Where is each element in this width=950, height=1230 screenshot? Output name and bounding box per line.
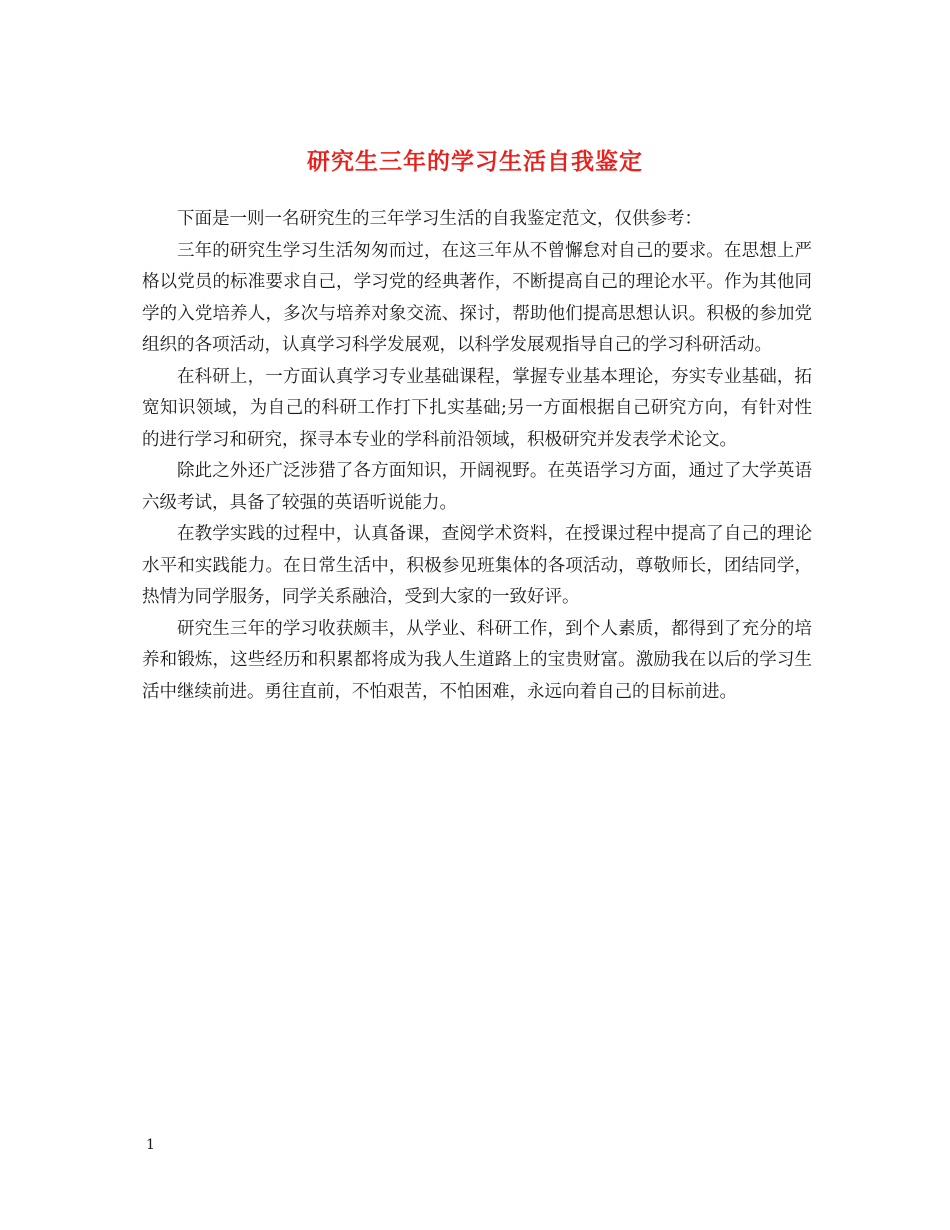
- page-number: 1: [146, 1137, 155, 1153]
- paragraph-summary: 研究生三年的学习收获颇丰，从学业、科研工作，到个人素质，都得到了充分的培养和锻炼，这些经历和积累都将成为我人生道路上的宝贵财富。激励我在以后的学习生活中继续前进。勇往直前，不怕艰苦，不怕困难，永远向着自己的目标前进。: [142, 618, 812, 702]
- document-body: [142, 204, 812, 708]
- paragraph-research: 在科研上，一方面认真学习专业基础课程，掌握专业基本理论，夯实专业基础，拓宽知识领域，为自己的科研工作打下扎实基础;另一方面根据自己研究方向，有针对性的进行学习和研究，探寻本专业的学科前沿领域，积极研究并发表学术论文。: [142, 366, 812, 450]
- paragraph-political: 三年的研究生学习生活匆匆而过，在这三年从不曾懈怠对自己的要求。在思想上严格以党员的标准要求自己，学习党的经典著作，不断提高自己的理论水平。作为其他同学的入党培养人，多次与培养对象交流、探讨，帮助他们提高思想认识。积极的参加党组织的各项活动，认真学习科学发展观，以科学发展观指导自己的学习科研活动。: [142, 240, 812, 355]
- paragraph-knowledge: 除此之外还广泛涉猎了各方面知识，开阔视野。在英语学习方面，通过了大学英语六级考试，具备了较强的英语听说能力。: [142, 461, 812, 513]
- paragraph-teaching: 在教学实践的过程中，认真备课，查阅学术资料，在授课过程中提高了自己的理论水平和实践能力。在日常生活中，积极参见班集体的各项活动，尊敬师长，团结同学，热情为同学服务，同学关系融洽，受到大家的一致好评。: [142, 524, 812, 607]
- document-title: 研究生三年的学习生活自我鉴定: [307, 148, 643, 176]
- paragraph-intro: 下面是一则一名研究生的三年学习生活的自我鉴定范文，仅供参考：: [177, 209, 702, 229]
